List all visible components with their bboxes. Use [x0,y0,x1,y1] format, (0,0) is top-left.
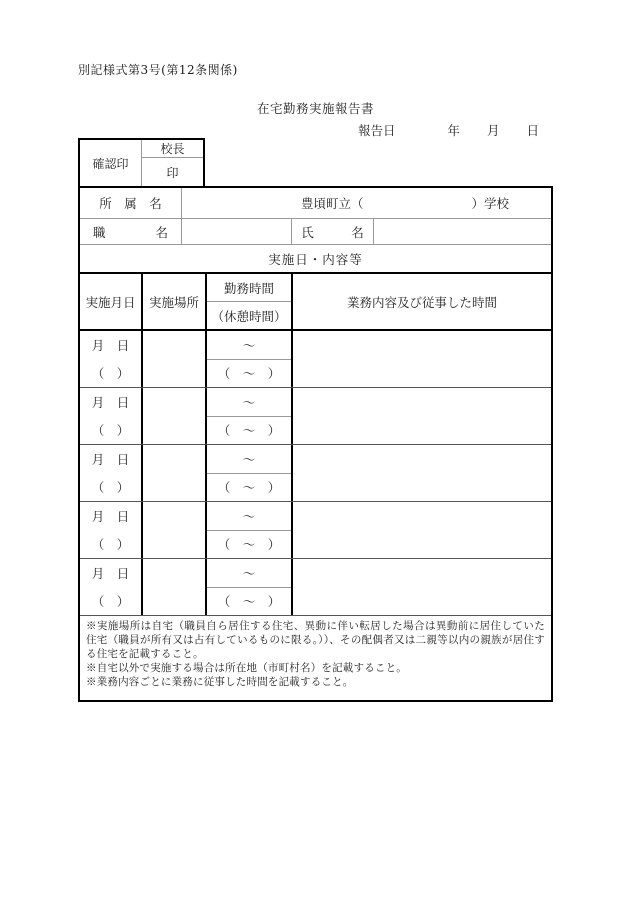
header-work-time: 勤務時間 [207,274,291,302]
date-cell [80,559,143,615]
work-time-range: ～ [207,502,291,531]
weekday-parens: （ ） [91,594,130,609]
section-title-band: 実施日・内容等 [80,245,551,274]
table-row [80,445,551,502]
report-date-month-label: 月 [487,123,500,138]
report-date-label: 報告日 [358,123,396,138]
date-cell [80,331,143,387]
table-row [80,388,551,445]
weekday-parens: （ ） [91,423,130,438]
report-form-table [78,186,553,702]
break-time-range: （ ～ ） [217,423,281,439]
table-row [80,502,551,559]
content-cell [293,445,551,501]
month-day-text: 月 日 [91,395,130,410]
footnote-location: ※自宅以外で実施する場合は所在地（市町村名）を記載すること。 [86,662,407,674]
date-cell [80,502,143,558]
break-time-range: （ ～ ） [217,594,281,610]
report-date-day-label: 日 [526,123,540,138]
weekday-parens: （ ） [91,537,130,552]
month-day-text: 月 日 [91,452,130,467]
date-cell [80,445,143,501]
footnote-place: ※実施場所は自宅（職員自ら居住する住宅、異動に伴い転居した場合は異動前に居住していた住宅（職員が所有又は占有しているものに限る。））、その配偶者又は二親等以内の親族が居住する住宅を記載すること。 [86,620,545,660]
stamp-label: 確認印 [80,140,142,186]
affiliation-label: 所 属 名 [80,188,182,218]
header-content: 業務内容及び従事した時間 [346,294,497,310]
place-cell [143,445,207,501]
approval-stamp-box [78,138,205,188]
document-title: 在宅勤務実施報告書 [256,101,374,116]
content-cell [293,388,551,444]
time-cell [207,388,293,444]
work-time-range: ～ [207,331,291,360]
time-cell [207,559,293,615]
job-name-row [80,219,551,245]
table-header-row [80,274,551,331]
weekday-parens: （ ） [91,366,130,381]
break-time-range: （ ～ ） [217,537,281,553]
affiliation-row [80,188,551,219]
break-time-range: （ ～ ） [217,366,281,382]
date-cell [80,388,143,444]
work-time-range: ～ [207,559,291,588]
header-time-column [207,274,293,329]
content-cell [293,559,551,615]
time-cell [207,445,293,501]
content-cell [293,502,551,558]
stamp-seal-field: 印 [166,165,179,180]
job-title-field [182,219,292,244]
job-title-label: 職 名 [80,219,182,244]
table-row [80,559,551,616]
stamp-right-column [142,140,203,186]
form-code: 別記様式第3号(第12条関係) [78,63,238,77]
affiliation-value-prefix: 豊頃町立（ [301,196,364,211]
weekday-parens: （ ） [91,480,130,495]
place-cell [143,388,207,444]
content-cell [293,331,551,387]
work-time-range: ～ [207,445,291,474]
footnotes [80,616,551,700]
place-cell [143,559,207,615]
break-time-range: （ ～ ） [217,480,281,496]
table-row [80,331,551,388]
header-break-time: （休憩時間） [211,308,287,324]
time-cell [207,331,293,387]
place-cell [143,331,207,387]
affiliation-value-field [182,188,551,218]
affiliation-value-suffix: ）学校 [471,196,510,211]
header-place: 実施場所 [143,274,207,329]
work-time-range: ～ [207,388,291,417]
time-cell [207,502,293,558]
footnote-hours: ※業務内容ごとに業務に従事した時間を記載すること。 [86,676,354,688]
month-day-text: 月 日 [91,566,130,581]
place-cell [143,502,207,558]
report-date-year-label: 年 [447,123,461,138]
person-name-label: 氏 名 [292,219,374,244]
month-day-text: 月 日 [91,338,130,353]
report-date-line [358,121,539,139]
person-name-field [374,219,551,244]
month-day-text: 月 日 [91,509,130,524]
header-date: 実施月日 [80,274,143,329]
stamp-role-principal: 校長 [142,140,203,158]
